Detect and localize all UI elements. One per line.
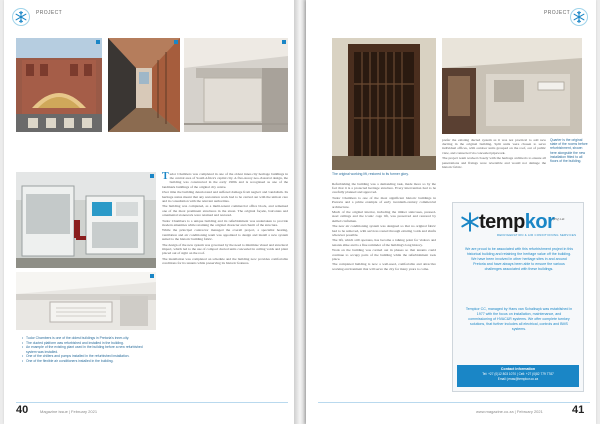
body-paragraph: The project team worked closely with the heritage architects to ensure all penetrations and fixings were reversible and would not damage the historic fabric. (442, 156, 546, 169)
body-paragraph: Refurbishing the building was a demanding task, made more so by the fact that it is a protected heritage structure. Every intervention had to be carefully planned and approved. (332, 182, 436, 195)
body-paragraph: Much of the original interior, including the timber staircases, pressed-steel ceilings and the iconic cage lift, was preserved and restored by skilled craftsmen. (332, 210, 436, 223)
photo-marker (282, 40, 286, 44)
ad-brand-main: temp (479, 211, 525, 233)
body-paragraph: Tudor Chambers is one of the most significant historic buildings in Pretoria and a prime example of early twentieth-century commercial architecture. (332, 196, 436, 209)
ad-contact-box (457, 365, 579, 387)
body-paragraph: The completed building is now a well-used, comfortable and attractive working environment that will serve the city for many years to come. (332, 262, 436, 271)
body-paragraph: The new air conditioning system was designed so that no original fabric had to be removed, with services routed through existing voids and shafts wherever possible. (332, 224, 436, 237)
article-body-right-col2 (442, 138, 546, 196)
caption-item: • The ducted platform was refurbished and installed in the building. (22, 341, 154, 346)
caption-item: • One of the chillers and pumps installed in the refurbished installation. (22, 354, 154, 359)
article-body-left (162, 172, 288, 362)
caption-item: • Tudor Chambers is one of the oldest buildings in Pretoria's inner-city. (22, 336, 154, 341)
body-paragraph: While the principal contractor managed the overall project, a specialist heating, ventilation and air conditioning team was appointed to design and install a new system suited to the historic building fabric. (162, 228, 288, 241)
tempkor-snowflake-icon (459, 211, 481, 233)
photo-facade (16, 38, 102, 132)
right-page (306, 0, 596, 424)
snowflake-logo-icon (12, 8, 30, 26)
spine-gutter (294, 0, 306, 424)
drop-cap: T (162, 172, 169, 182)
section-label: PROJECT (544, 10, 571, 16)
footer-text: www.magazine.co.za | February 2021 (476, 409, 543, 414)
lift-photo-caption: The original working lift, restored to its former glory. (332, 172, 409, 176)
footer-divider (16, 402, 288, 403)
body-paragraph: The building was completed, as a multi-tenant commercial office block, and remained one of the most prominent structures in the street. The original façade, balconies and ornamental stonework were retained and restored. (162, 204, 288, 217)
body-paragraph: The lift, which still operates, has become a talking point for visitors and tenants alike and is a fine reminder of the building's long history. (332, 238, 436, 247)
ad-contact-email[interactable]: Email: jenas@tempkor.co.za (497, 377, 539, 381)
photo-captions (22, 336, 154, 364)
body-paragraph: The installation was completed on schedule and the building now provides comfortable conditions for its tenants while preserving its historic features. (162, 256, 288, 265)
caption-item: • An example of the existing plant used in the building before a new refurbished system was installed. (22, 345, 154, 354)
ad-contact-phone[interactable]: Tel: +27 (0)12 803 1070 | Cell: +27 (0)82 779 7787 (482, 372, 554, 376)
body-paragraph: Over time the building deteriorated and suffered damage from neglect and vandalism. Its heritage status meant that any restoration work had to be carried out with the utmost care and in consultation with the relevant authorities. (162, 190, 288, 203)
body-paragraph: udor Chambers was completed in one of the oldest inner-city heritage buildings in the central area of South Africa's capital city. A five-storey neo-classical design, the building was constructed in the early 1900s and is recognised as one of the landmark buildings of the original city centre. (162, 172, 288, 189)
ad-brand-accent: kor (524, 211, 555, 233)
photo-plant-equipment (16, 172, 156, 268)
body-paragraph: Tudor Chambers is a unique building and its refurbishment was undertaken to provide modern amenities while retaining the original character and charm of the structure. (162, 218, 288, 227)
ad-brand-logo (479, 211, 554, 234)
footer-text: Magazine issue | February 2021 (40, 409, 98, 414)
body-paragraph: Work on the building was carried out in phases so that tenants could continue to occupy parts of the building while the refurbishment took place. (332, 248, 436, 261)
ad-tagline: REFRIGERATION & AIR CONDITIONING SERVICES (497, 233, 577, 237)
section-label: PROJECT (36, 10, 63, 16)
snowflake-logo-icon (570, 8, 588, 26)
ad-contact-title: Contact Information (500, 367, 536, 371)
tempkor-advertisement[interactable] (452, 202, 584, 392)
body-paragraph: prefer the existing ducted system as it was not practical to add new ducting in the original building. Split units were chosen to serve individual offices, with outdoor units grouped on the roof, out of public view, and connected via concealed pipework. (442, 138, 546, 155)
left-page (4, 0, 294, 424)
article-body-right-col1 (332, 182, 436, 378)
ad-message-1: We are proud to be associated with this refurbishment project in this historical building and retaining the heritage value off the building. We have been involved in other heritage sites in and around Pretoria and have always been able to ensure the various challenges associated with these buildings. (465, 247, 574, 271)
photo-room-interior (442, 38, 582, 134)
photo-ceiling-unit (16, 272, 156, 330)
photo-marker (150, 274, 154, 278)
ad-brand-suffix: (Pty) Ltd (553, 217, 565, 221)
footer-divider (318, 402, 590, 403)
photo-marker (96, 40, 100, 44)
caption-item: • One of the flexible air conditioners installed in the building. (22, 359, 154, 364)
body-paragraph: The design of the new system was governed by the need to minimise visual and structural impact, which led to the use of compact ducted units concealed in ceiling voids and plant placed out of sight on the roof. (162, 242, 288, 255)
photo-marker (174, 40, 178, 44)
photo-side-caption: Quarter is the original state of the rooms before refurbishment, shown here alongside the new installation fitted to all floors of the building. (550, 138, 588, 164)
page-number: 40 (16, 404, 29, 416)
photo-historic-lift (332, 38, 436, 170)
page-number: 41 (572, 404, 585, 416)
photo-ceiling-duct (184, 38, 288, 132)
photo-corridor (108, 38, 180, 132)
ad-message-2: Tempkor CC, managed by Hans van Schalkwyk was established in 1977 with the focus on installation, maintenance, and commissioning of HVAC&R systems. We offer complete turnkey solutions, that further includes all electrical, controls and BMS systems. (465, 307, 573, 331)
photo-marker (150, 174, 154, 178)
